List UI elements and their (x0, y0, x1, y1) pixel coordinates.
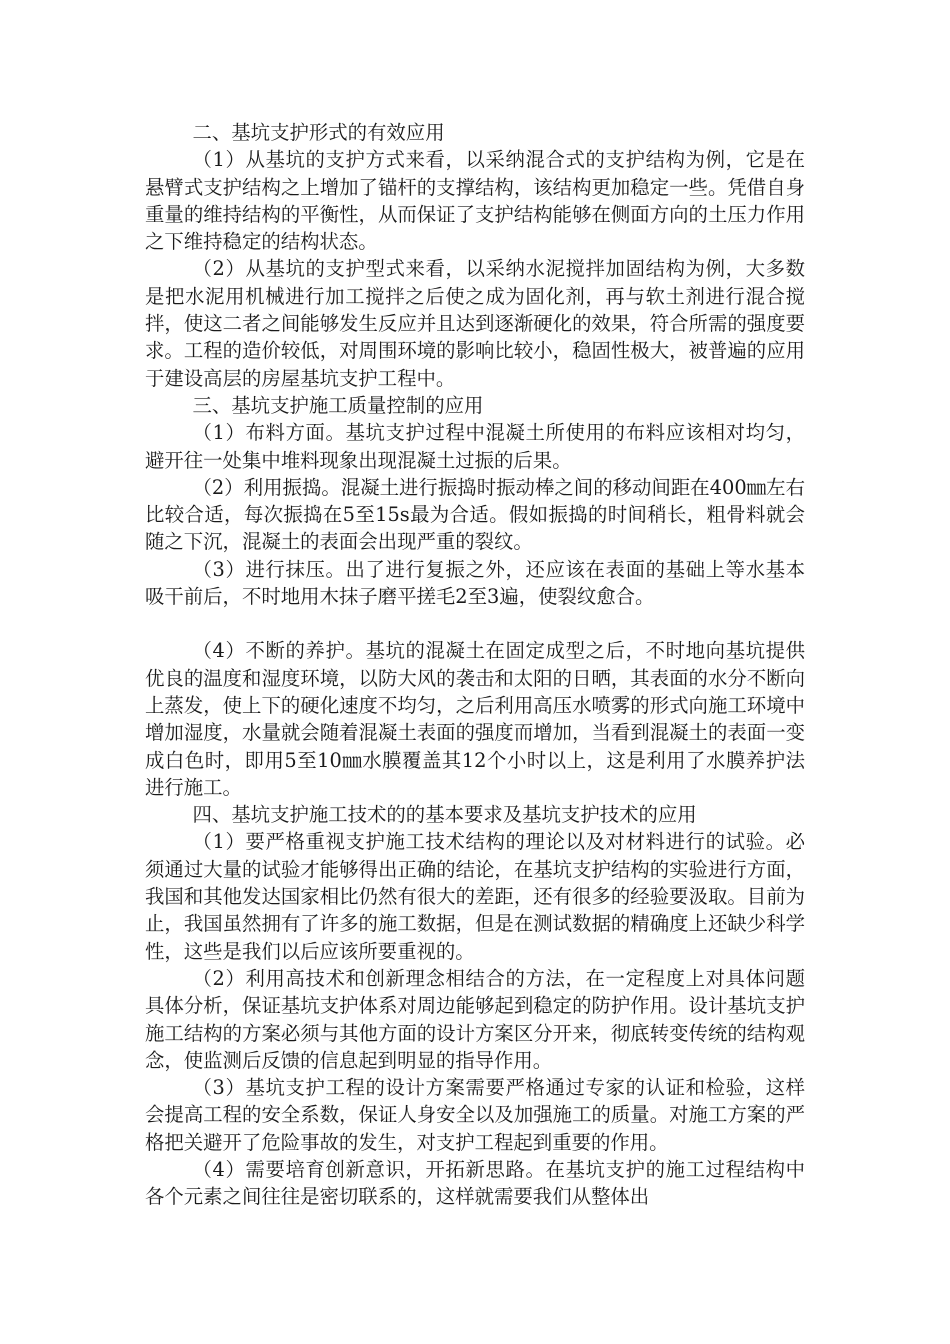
paragraph: （2）从基坑的支护型式来看，以采纳水泥搅拌加固结构为例，大多数是把水泥用机械进行加工搅拌之后使之成为固化剂，再与软土剂进行混合搅拌，使这二者之间能够发生反应并且达到逐渐硬化的效果，符合所需的强度要求。工程的造价较低，对周围环境的影响比较小，稳固性极大，被普遍的应用于建设高层的房屋基坑支护工程中。 (145, 257, 805, 390)
paragraph: （1）布料方面。基坑支护过程中混凝土所使用的布料应该相对均匀，避开往一处集中堆料现象出现混凝土过振的后果。 (145, 421, 805, 472)
paragraph: （3）基坑支护工程的设计方案需要严格通过专家的认证和检验，这样会提高工程的安全系数，保证人身安全以及加强施工的质量。对施工方案的严格把关避开了危险事故的发生，对支护工程起到重要的作用。 (145, 1076, 805, 1154)
section-heading-3: 三、基坑支护施工质量控制的应用 (192, 393, 484, 417)
paragraph: （2）利用振捣。混凝土进行振捣时振动棒之间的移动间距在400㎜左右比较合适，每次振捣在5至15s最为合适。假如振捣的时间稍长，粗骨料就会随之下沉，混凝土的表面会出现严重的裂纹。 (145, 475, 805, 554)
paragraph: （1）要严格重视支护施工技术结构的理论以及对材料进行的试验。必须通过大量的试验才能够得出正确的结论，在基坑支护结构的实验进行方面，我国和其他发达国家相比仍然有很大的差距，还有很多的经验要汲取。目前为止，我国虽然拥有了许多的施工数据，但是在测试数据的精确度上还缺少科学性，这些是我们以后应该所要重视的。 (145, 830, 805, 963)
paragraph: （3）进行抹压。出了进行复振之外，还应该在表面的基础上等水基本吸干前后，不时地用木抹子磨平搓毛2至3遍，使裂纹愈合。 (145, 557, 805, 609)
section-heading-4: 四、基坑支护施工技术的的基本要求及基坑支护技术的应用 (192, 803, 697, 827)
document-body (145, 119, 805, 1211)
paragraph: （4）需要培育创新意识，开拓新思路。在基坑支护的施工过程结构中各个元素之间往往是密切联系的，这样就需要我们从整体出 (145, 1157, 805, 1209)
paragraph: （1）从基坑的支护方式来看，以采纳混合式的支护结构为例，它是在悬臂式支护结构之上增加了锚杆的支撑结构，该结构更加稳定一些。凭借自身重量的维持结构的平衡性，从而保证了支护结构能够在侧面方向的土压力作用之下维持稳定的结构状态。 (145, 148, 805, 254)
section-heading-2: 二、基坑支护形式的有效应用 (192, 121, 445, 144)
paragraph: （4）不断的养护。基坑的混凝土在固定成型之后，不时地向基坑提供优良的温度和湿度环境，以防大风的袭击和太阳的日晒，其表面的水分不断向上蒸发，使上下的硬化速度不均匀，之后利用高压水喷雾的形式向施工环境中增加湿度，水量就会随着混凝土表面的强度而增加，当看到混凝土的表面一变成白色时，即用5至10㎜水膜覆盖其12个小时以上，这是利用了水膜养护法进行施工。 (145, 639, 805, 799)
paragraph: （2）利用高技术和创新理念相结合的方法，在一定程度上对具体问题具体分析，保证基坑支护体系对周边能够起到稳定的防护作用。设计基坑支护施工结构的方案必须与其他方面的设计方案区分开来，彻底转变传统的结构观念，使监测后反馈的信息起到明显的指导作用。 (145, 966, 805, 1072)
